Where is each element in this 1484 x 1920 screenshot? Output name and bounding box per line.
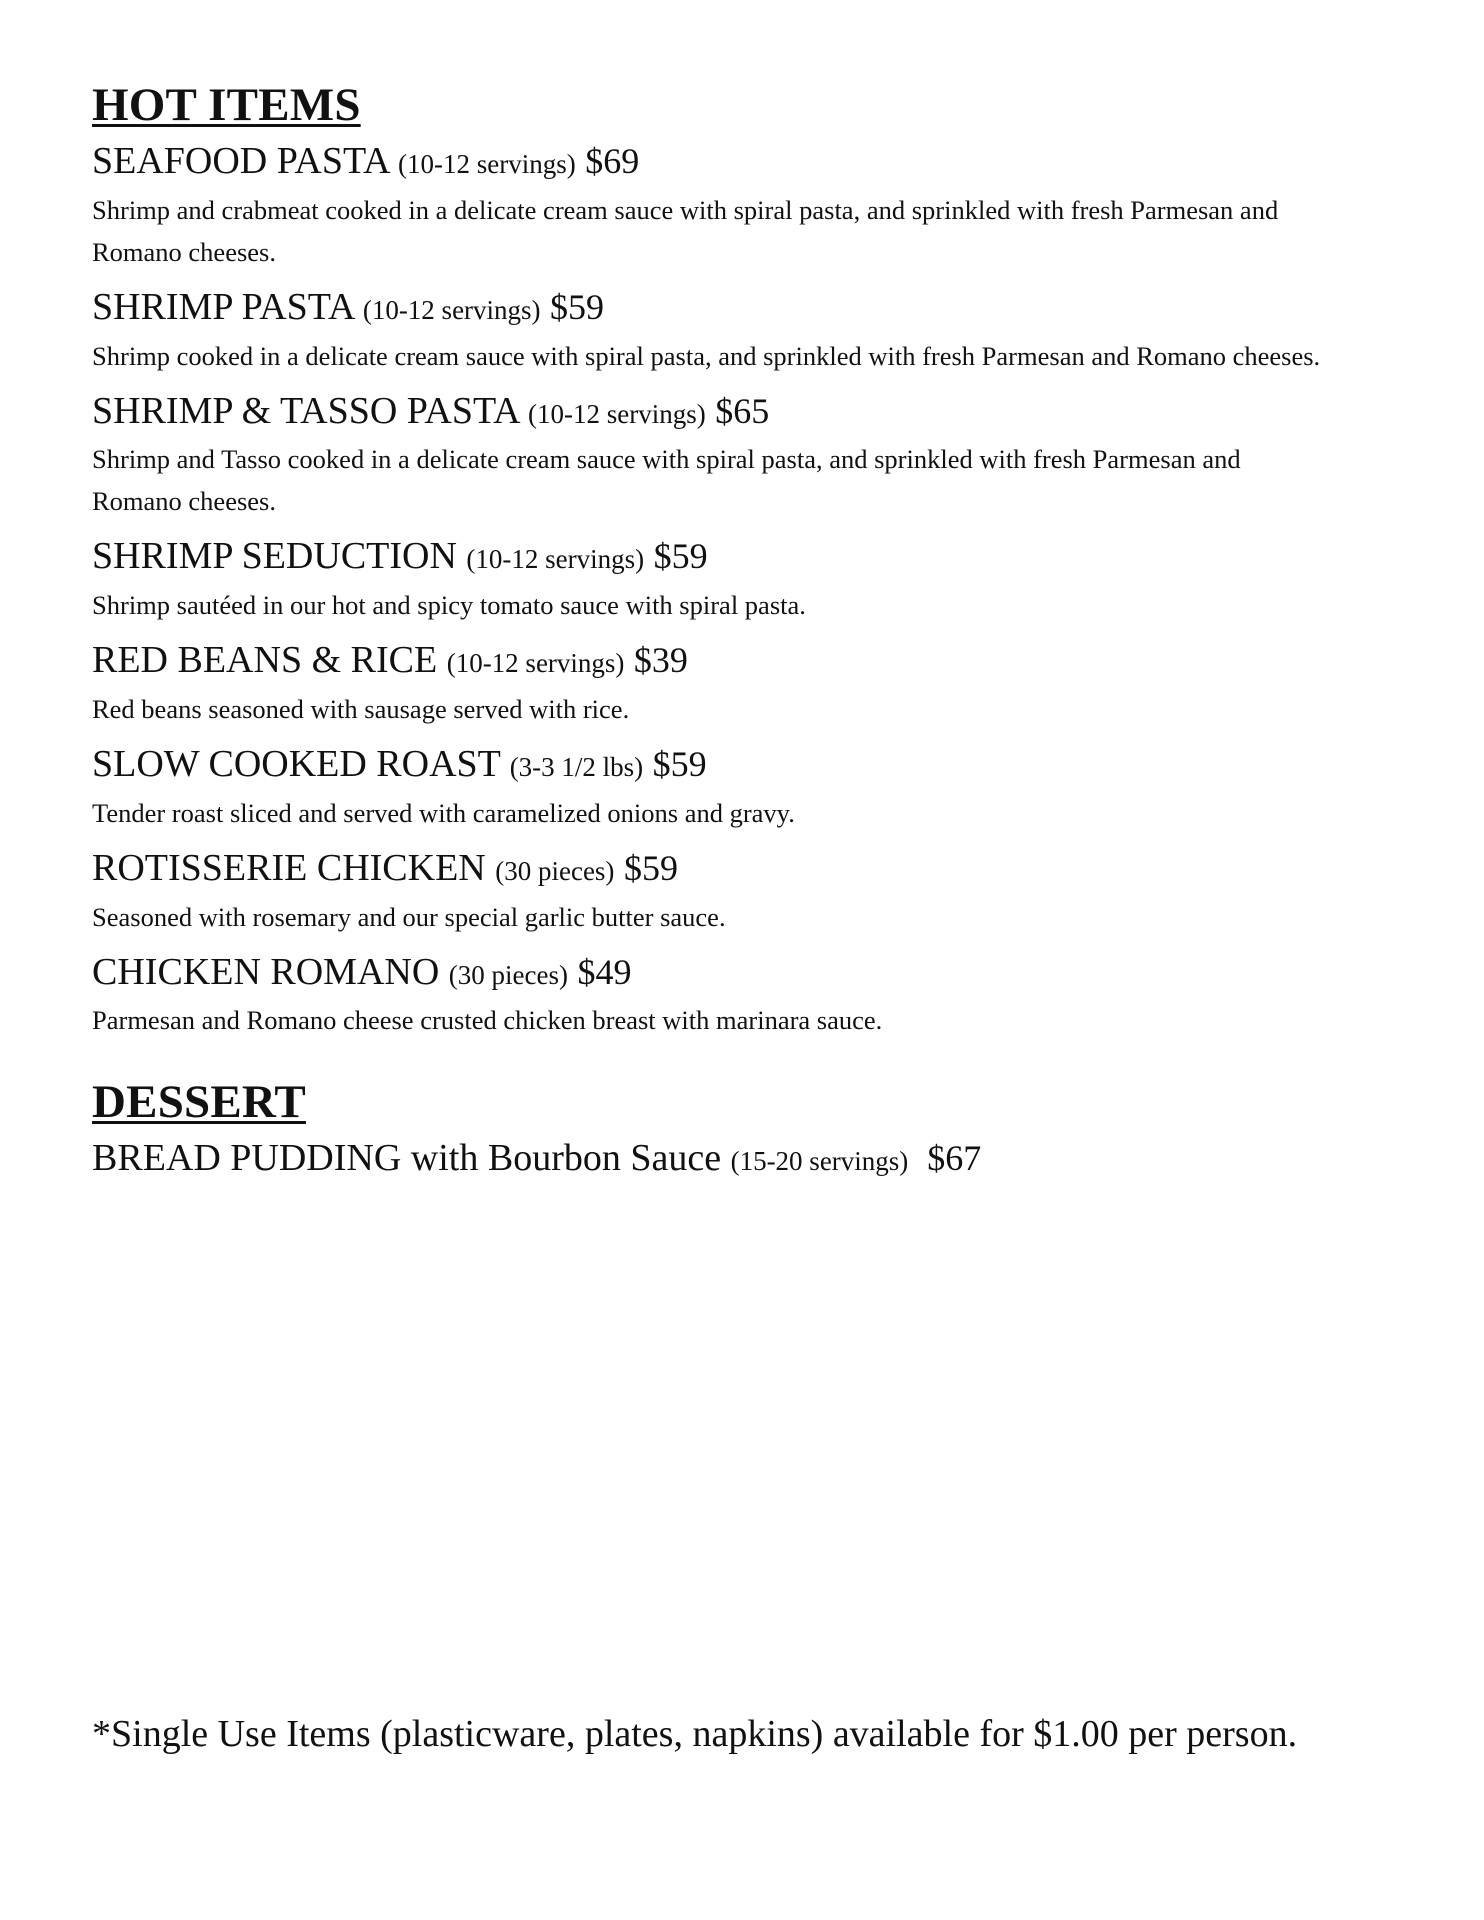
menu-item-price: $65 <box>715 390 770 431</box>
menu-item-header <box>92 141 1422 183</box>
menu-item-price: $49 <box>577 951 632 992</box>
menu-item-header <box>92 536 1422 578</box>
menu-item-chicken-romano <box>92 952 1422 1042</box>
menu-item-description: Tender roast sliced and served with caramelized onions and gravy. <box>92 797 795 828</box>
menu-page <box>92 79 1422 1180</box>
single-use-items-note: *Single Use Items (plasticware, plates, napkins) available for $1.00 per person. <box>92 1713 1298 1755</box>
menu-item-shrimp-pasta <box>92 287 1422 377</box>
menu-item-description: Shrimp and crabmeat cooked in a delicate cream sauce with spiral pasta, and sprinkled with fresh Parmesan and Romano cheeses. <box>92 194 1279 267</box>
hot-items-heading: HOT ITEMS <box>92 79 361 131</box>
menu-item-quantity: (3-3 1/2 lbs) <box>509 751 644 782</box>
menu-item-price: $59 <box>653 536 708 577</box>
menu-item-name: ROTISSERIE CHICKEN <box>92 846 486 889</box>
menu-item-description: Red beans seasoned with sausage served with rice. <box>92 693 630 724</box>
menu-item-name: BREAD PUDDING with Bourbon Sauce <box>92 1137 722 1180</box>
menu-item-name: SHRIMP SEDUCTION <box>92 535 457 578</box>
menu-item-price: $59 <box>550 286 605 327</box>
menu-item-name: SHRIMP & TASSO PASTA <box>92 389 519 432</box>
menu-item-quantity: (10-12 servings) <box>528 398 706 429</box>
menu-item-description: Shrimp and Tasso cooked in a delicate cream sauce with spiral pasta, and sprinkled with fresh Parmesan and Romano cheeses. <box>92 444 1241 517</box>
menu-item-quantity: (10-12 servings) <box>398 149 576 179</box>
menu-item-price: $39 <box>633 640 688 681</box>
menu-item-description: Parmesan and Romano cheese crusted chicken breast with marinara sauce. <box>92 1005 883 1036</box>
menu-item-slow-cooked-roast <box>92 744 1422 834</box>
menu-item-bread-pudding <box>92 1138 1422 1180</box>
menu-item-price: $69 <box>585 141 640 181</box>
menu-item-quantity: (15-20 servings) <box>730 1146 909 1177</box>
menu-item-seafood-pasta <box>92 141 1422 273</box>
menu-item-quantity: (10-12 servings) <box>362 294 541 325</box>
menu-item-name: RED BEANS & RICE <box>92 639 438 682</box>
menu-item-red-beans-rice <box>92 640 1422 730</box>
menu-item-quantity: (30 pieces) <box>495 855 615 886</box>
menu-item-quantity: (10-12 servings) <box>466 544 645 575</box>
menu-item-quantity: (30 pieces) <box>448 959 568 990</box>
menu-item-header <box>92 391 1422 433</box>
menu-item-name: SHRIMP PASTA <box>92 285 354 328</box>
menu-item-rotisserie-chicken <box>92 848 1422 938</box>
menu-item-price: $59 <box>652 743 707 784</box>
menu-item-description: Shrimp sautéed in our hot and spicy tomato sauce with spiral pasta. <box>92 590 806 621</box>
menu-item-header <box>92 744 1422 786</box>
menu-item-header <box>92 287 1422 329</box>
menu-item-header <box>92 1138 1422 1180</box>
menu-item-price: $59 <box>623 847 678 888</box>
menu-item-price: $67 <box>927 1138 982 1179</box>
menu-item-shrimp-seduction <box>92 536 1422 626</box>
dessert-heading: DESSERT <box>92 1076 306 1129</box>
menu-item-quantity: (10-12 servings) <box>446 648 625 679</box>
menu-item-header <box>92 952 1422 994</box>
menu-item-name: SEAFOOD PASTA <box>92 140 389 182</box>
menu-item-header <box>92 640 1422 682</box>
menu-item-shrimp-tasso-pasta <box>92 391 1422 523</box>
menu-item-header <box>92 848 1422 890</box>
menu-item-description: Shrimp cooked in a delicate cream sauce with spiral pasta, and sprinkled with fresh Parmesan and Romano cheeses. <box>92 340 1321 371</box>
menu-item-name: SLOW COOKED ROAST <box>92 742 501 785</box>
menu-item-name: CHICKEN ROMANO <box>92 950 440 993</box>
menu-item-description: Seasoned with rosemary and our special garlic butter sauce. <box>92 901 726 932</box>
